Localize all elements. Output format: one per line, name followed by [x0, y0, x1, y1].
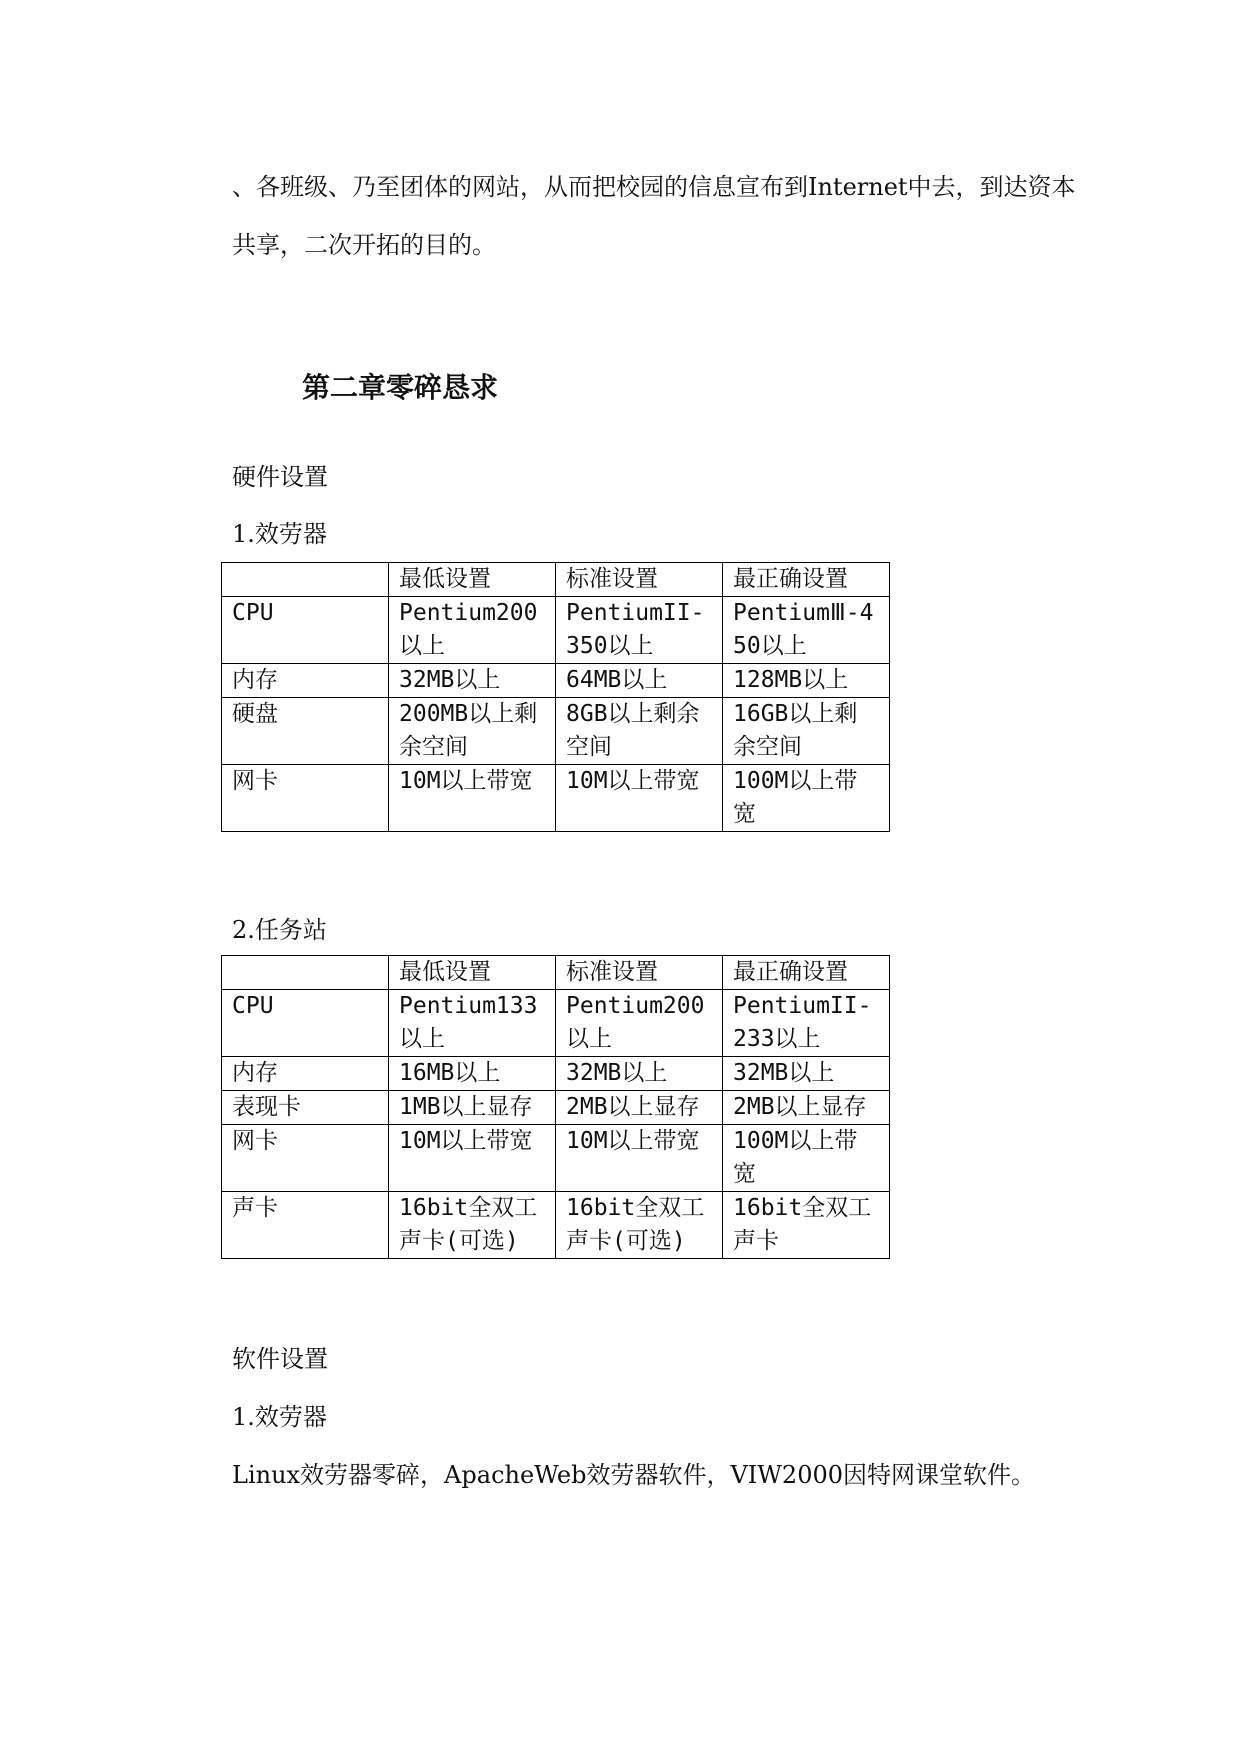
server-heading: 1.效劳器	[232, 520, 327, 548]
table-cell: PentiumⅢ-450以上	[723, 597, 890, 664]
table-cell: 16bit全双工声卡(可选)	[556, 1192, 723, 1259]
header-cell: 最正确设置	[723, 563, 890, 597]
header-cell	[222, 563, 389, 597]
server-spec-table	[221, 562, 890, 832]
table-cell: PentiumII-233以上	[723, 990, 890, 1057]
table-cell: PentiumII-350以上	[556, 597, 723, 664]
row-label-cell: 内存	[222, 1057, 389, 1091]
table-cell: 10M以上带宽	[389, 1125, 556, 1192]
header-cell	[222, 956, 389, 990]
row-label-cell: CPU	[222, 990, 389, 1057]
table-cell: 10M以上带宽	[556, 1125, 723, 1192]
software-heading: 软件设置	[232, 1345, 328, 1373]
software-server-heading: 1.效劳器	[232, 1403, 327, 1431]
table-cell: 16bit全双工声卡(可选)	[389, 1192, 556, 1259]
table-cell: Pentium133以上	[389, 990, 556, 1057]
row-label-cell: 声卡	[222, 1192, 389, 1259]
row-label-cell: 表现卡	[222, 1091, 389, 1125]
table-cell: 200MB以上剩余空间	[389, 698, 556, 765]
table-cell: 100M以上带宽	[723, 1125, 890, 1192]
table-row	[222, 990, 890, 1057]
table-cell: 1MB以上显存	[389, 1091, 556, 1125]
intro-paragraph-line-2: 共享，二次开拓的目的。	[232, 231, 496, 259]
table-row	[222, 698, 890, 765]
table-row	[222, 1192, 890, 1259]
intro-paragraph-line-1: 、各班级、乃至团体的网站，从而把校园的信息宣布到Internet中去，到达资本	[232, 173, 1076, 201]
table-cell: 10M以上带宽	[389, 765, 556, 832]
header-cell: 最正确设置	[723, 956, 890, 990]
row-label-cell: 内存	[222, 664, 389, 698]
header-cell: 最低设置	[389, 956, 556, 990]
table-cell: 64MB以上	[556, 664, 723, 698]
table-header-row	[222, 956, 890, 990]
table-cell: Pentium200以上	[389, 597, 556, 664]
row-label-cell: 网卡	[222, 1125, 389, 1192]
table-cell: 16GB以上剩余空间	[723, 698, 890, 765]
table-cell: 10M以上带宽	[556, 765, 723, 832]
software-server-description: Linux效劳器零碎，ApacheWeb效劳器软件，VIW2000因特网课堂软件。	[232, 1461, 1036, 1489]
workstation-heading: 2.任务站	[232, 916, 327, 944]
table-row	[222, 765, 890, 832]
header-cell: 最低设置	[389, 563, 556, 597]
chapter-title: 第二章零碎恳求	[302, 371, 499, 404]
table-row	[222, 1057, 890, 1091]
table-cell: 32MB以上	[723, 1057, 890, 1091]
table-row	[222, 597, 890, 664]
table-header-row	[222, 563, 890, 597]
header-cell: 标准设置	[556, 956, 723, 990]
table-cell: 128MB以上	[723, 664, 890, 698]
table-row	[222, 664, 890, 698]
header-cell: 标准设置	[556, 563, 723, 597]
hardware-heading: 硬件设置	[232, 463, 328, 491]
table-cell: 8GB以上剩余空间	[556, 698, 723, 765]
workstation-spec-table	[221, 955, 890, 1259]
table-row	[222, 1091, 890, 1125]
row-label-cell: 网卡	[222, 765, 389, 832]
table-row	[222, 1125, 890, 1192]
table-cell: 100M以上带宽	[723, 765, 890, 832]
table-cell: 16bit全双工声卡	[723, 1192, 890, 1259]
table-cell: 2MB以上显存	[723, 1091, 890, 1125]
table-cell: 32MB以上	[389, 664, 556, 698]
row-label-cell: 硬盘	[222, 698, 389, 765]
table-cell: Pentium200以上	[556, 990, 723, 1057]
table-cell: 2MB以上显存	[556, 1091, 723, 1125]
table-cell: 32MB以上	[556, 1057, 723, 1091]
table-cell: 16MB以上	[389, 1057, 556, 1091]
row-label-cell: CPU	[222, 597, 389, 664]
